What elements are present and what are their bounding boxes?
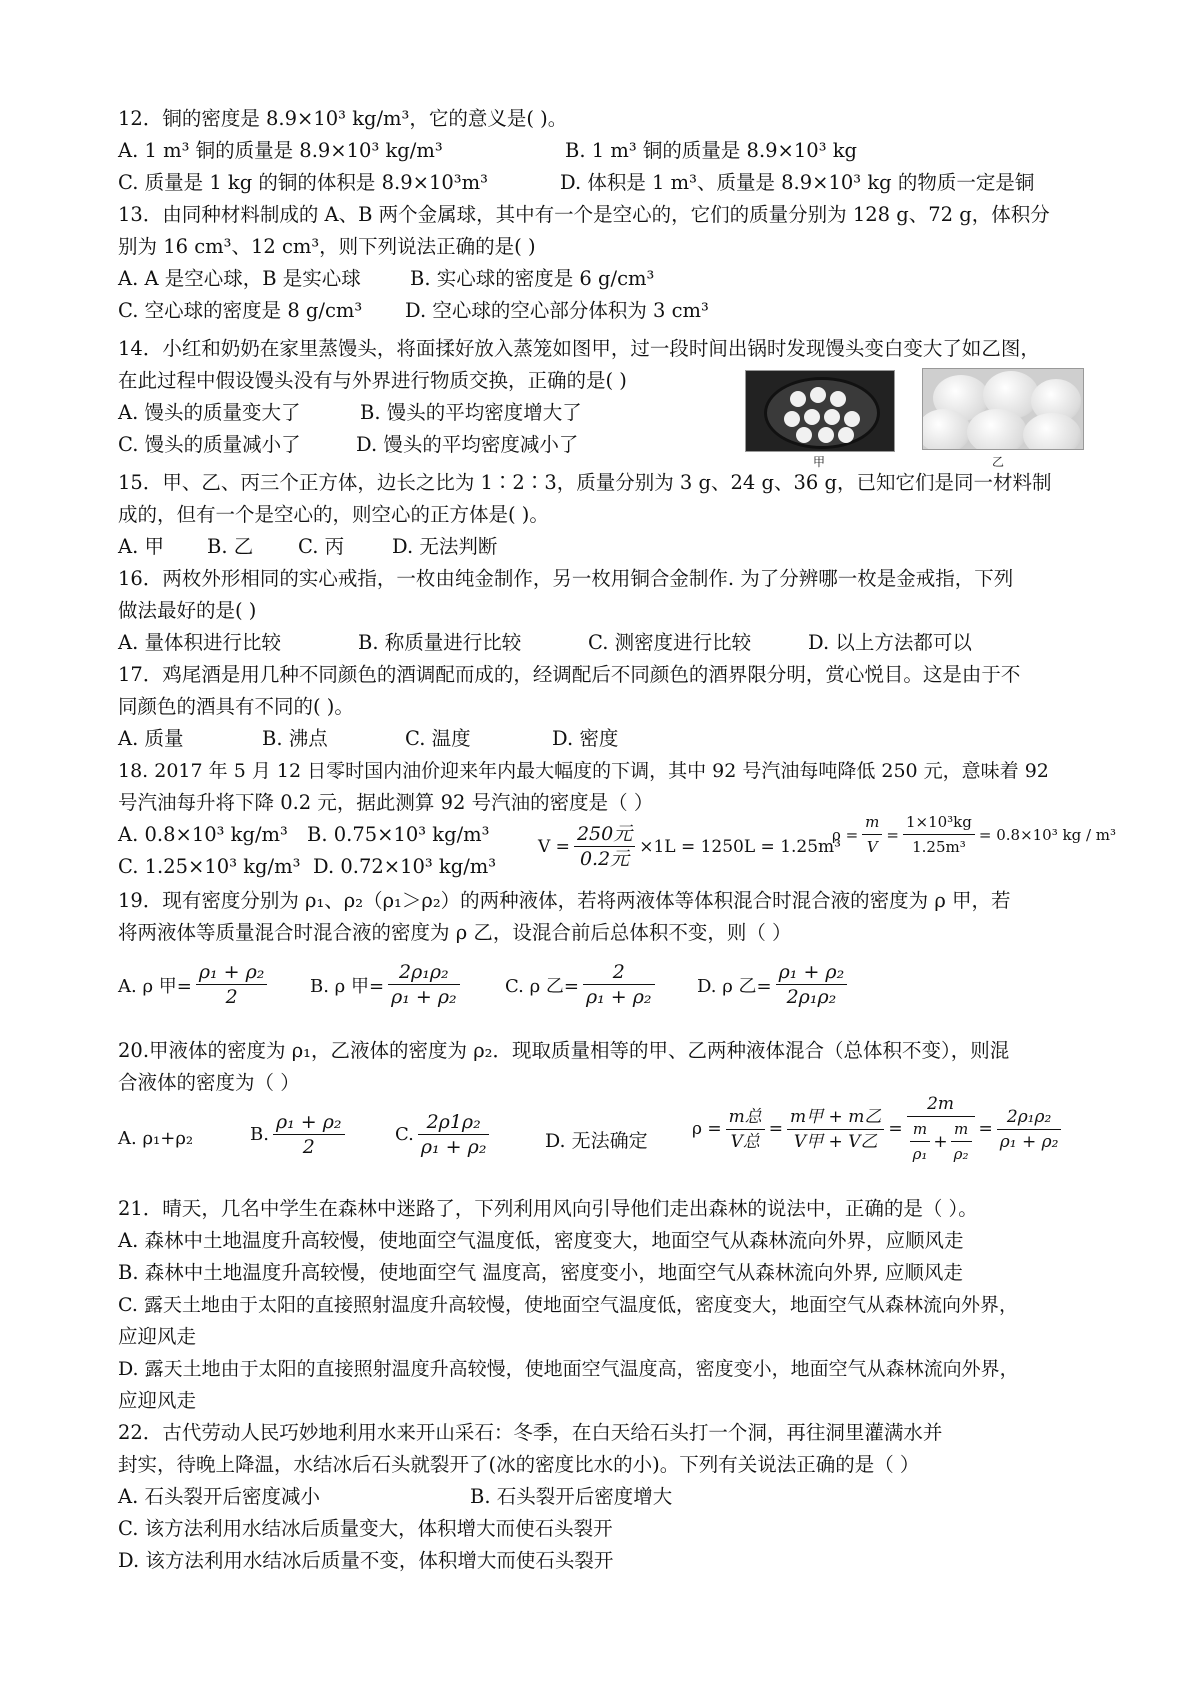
q18-option-a: A. 0.8×10³ kg/m³ [118,823,288,846]
fig-b-caption: 乙 [992,455,1005,469]
q19-option-a [118,960,267,1009]
q20-eq-f1 [726,1105,765,1154]
q21-option-c-line2: 应迎风走 [118,1325,197,1348]
q20-eq-f3-den-a-den: ρ₁ [912,1145,928,1163]
q19-c-num: 2 [583,960,655,985]
q13-option-a: A. A 是空心球，B 是实心球 [118,267,361,290]
q19-d-num: ρ₁ + ρ₂ [776,960,848,985]
q21-option-c-line1: C. 露天土地由于太阳的直接照射温度升高较慢，使地面空气温度低，密度变大，地面空气从森林流向外界， [118,1294,1018,1316]
q18-stem-line1: 18. 2017 年 5 月 12 日零时国内油价迎来年内最大幅度的下调，其中 92 号汽油每吨降低 250 元，意味着 92 [118,760,1049,782]
q12-option-c: C. 质量是 1 kg 的铜的体积是 8.9×10³m³ [118,171,488,194]
q20-stem-line1: 20.甲液体的密度为 ρ₁，乙液体的密度为 ρ₂．现取质量相等的甲、乙两种液体混合（总体积不变），则混 [118,1039,1010,1062]
q19-stem-line2: 将两液体等质量混合时混合液的密度为 ρ 乙，设混合前后总体积不变，则（ ） [118,921,792,944]
q14-stem-line2: 在此过程中假设馒头没有与外界进行物质交换，正确的是( ) [118,369,627,392]
q20-eq-f3-num: 2m [907,1092,975,1117]
q19-a-num: ρ₁ + ρ₂ [196,960,268,985]
q20-option-d: D. 无法确定 [545,1130,648,1152]
q19-b-fraction [388,960,460,1009]
q20-b-den: 2 [302,1136,315,1158]
eq2-rhs: = 0.8×10³ kg / m³ [978,825,1117,844]
q17-option-b: B. 沸点 [262,727,328,750]
q19-c-den: ρ₁ + ρ₂ [585,986,652,1008]
q17-stem-line2: 同颜色的酒具有不同的( )。 [118,695,354,718]
q20-c-num: 2ρ1ρ₂ [418,1110,490,1135]
q20-eq-f3-den [907,1117,975,1166]
steamer-photo [745,370,895,452]
q21-option-a: A. 森林中土地温度升高较慢，使地面空气温度低，密度变大，地面空气从森林流向外界，应顺风走 [118,1229,964,1252]
q14-option-a: A. 馒头的质量变大了 [118,401,301,424]
q14-option-b: B. 馒头的平均密度增大了 [360,401,582,424]
q16-option-d: D. 以上方法都可以 [808,631,972,654]
q20-b-label: B. [250,1124,269,1145]
q14-option-c: C. 馒头的质量减小了 [118,433,301,456]
q12-option-a: A. 1 m³ 铜的质量是 8.9×10³ kg/m³ [118,139,443,162]
q20-eq-f1-den: V总 [730,1131,760,1152]
q21-option-b: B. 森林中土地温度升高较慢，使地面空气 温度高，密度变小，地面空气从森林流向外界, 应顺风走 [118,1261,963,1284]
q19-b-den: ρ₁ + ρ₂ [391,986,457,1008]
eq1-den: 0.2元 [579,848,630,870]
q18-option-c: C. 1.25×10³ kg/m³ [118,855,301,878]
q19-b-label: B. ρ 甲= [310,975,385,997]
q20-eq-f4-num: 2ρ₁ρ₂ [997,1105,1062,1130]
q15-option-b: B. 乙 [207,535,254,558]
q19-c-label: C. ρ 乙= [505,975,579,997]
q15-option-c: C. 丙 [298,535,345,558]
q22-stem-line2: 封实，待晚上降温，水结冰后石头就裂开了(冰的密度比水的小)。下列有关说法正确的是（ ） [118,1453,920,1476]
eq2-lhs: ρ = [832,825,859,844]
q18-option-d: D. 0.72×10³ kg/m³ [313,855,497,878]
q22-option-a: A. 石头裂开后密度减小 [118,1485,320,1508]
q19-a-fraction [196,960,268,1009]
eq1-fraction [574,822,635,871]
q21-option-d-line1: D. 露天土地由于太阳的直接照射温度升高较慢，使地面空气温度高，密度变小，地面空气从森林流向外界， [118,1358,1019,1380]
eq2-fraction1 [862,810,882,859]
q20-eq-f4 [997,1105,1062,1154]
q20-eq-f3-den-b-den: ρ₂ [953,1145,969,1163]
q20-eq-f3-den-b-num: m [951,1117,972,1142]
q18-option-b: B. 0.75×10³ kg/m³ [307,823,490,846]
q20-eq-f3-plus: + [933,1131,948,1152]
q21-stem: 21．晴天，几名中学生在森林中迷路了，下列利用风向引导他们走出森林的说法中，正确的是（ ）。 [118,1197,978,1220]
q20-eq-f2 [787,1105,884,1154]
q15-option-d: D. 无法判断 [392,535,498,558]
q22-stem-line1: 22．古代劳动人民巧妙地利用水来开山采石：冬季，在白天给石头打一个洞，再往洞里灌满水并 [118,1421,943,1444]
q16-stem-line2: 做法最好的是( ) [118,599,257,622]
q16-option-c: C. 测密度进行比较 [588,631,752,654]
q12-stem: 12．铜的密度是 8.9×10³ kg/m³，它的意义是( )。 [118,107,568,130]
q13-option-b: B. 实心球的密度是 6 g/cm³ [410,267,655,290]
q20-eq-f1-num: m总 [726,1105,765,1130]
q20-solution-equation: ρ = $\frac{\text{m总}}{\text{V总}}$ = $\frac{\text{m甲 + m乙}}{\text{V甲 + V乙}}$ = 2m $\frac{m}{\text{ρ₁}}$ + $\frac{m}{\text{ρ₂}}$ = $\frac{\text{2ρ₁ρ₂}}{\text{ρ₁ + ρ₂}}$ [692,1092,1061,1166]
fig-a-caption: 甲 [813,455,826,469]
q13-stem-line1: 13．由同种材料制成的 A、B 两个金属球，其中有一个是空心的，它们的质量分别为 128 g、72 g，体积分 [118,203,1050,226]
q14-stem-line1: 14．小红和奶奶在家里蒸馒头，将面揉好放入蒸笼如图甲，过一段时间出锅时发现馒头变白变大了如乙图， [118,337,1040,360]
q18-stem-line2: 号汽油每升将下降 0.2 元，据此测算 92 号汽油的密度是（ ） [118,791,654,814]
buns-photo [922,368,1084,450]
eq1-num: 250元 [574,822,635,847]
eq2-num1: m [862,810,882,835]
q19-c-fraction [583,960,655,1009]
q22-option-b: B. 石头裂开后密度增大 [470,1485,673,1508]
q22-option-d: D. 该方法利用水结冰后质量不变，体积增大而使石头裂开 [118,1549,614,1572]
q19-d-fraction [776,960,848,1009]
q14-option-d: D. 馒头的平均密度减小了 [356,433,579,456]
q20-eq-f2-num: m甲 + m乙 [787,1105,884,1130]
eq1-rhs: ×1L = 1250L = 1.25m³ [639,836,841,857]
q18-density-equation: ρ = $\frac{m}{V}$ = $\frac{\text{1×10³kg}}{\text{1.25m³}}$ = 0.8×10³ kg / m³ [832,810,1116,859]
q16-option-b: B. 称质量进行比较 [358,631,522,654]
eq2-den1: V [866,838,878,856]
q19-stem-line1: 19．现有密度分别为 ρ₁、ρ₂（ρ₁＞ρ₂）的两种液体，若将两液体等体积混合时混合液的密度为 ρ 甲，若 [118,889,1011,912]
q15-stem-line1: 15．甲、乙、丙三个正方体，边长之比为 1∶2∶3，质量分别为 3 g、24 g、36 g，已知它们是同一材料制 [118,471,1052,494]
q17-stem-line1: 17．鸡尾酒是用几种不同颜色的酒调配而成的，经调配后不同颜色的酒界限分明，赏心悦目。这是由于不 [118,663,1021,686]
q20-stem-line2: 合液体的密度为（ ） [118,1071,300,1094]
q19-option-d [697,960,847,1009]
q15-stem-line2: 成的，但有一个是空心的，则空心的正方体是( )。 [118,503,549,526]
q19-a-label: A. ρ 甲= [118,975,192,997]
q22-option-c: C. 该方法利用水结冰后质量变大，体积增大而使石头裂开 [118,1517,613,1540]
q19-option-c [505,960,655,1009]
q20-b-num: ρ₁ + ρ₂ [273,1110,345,1135]
q17-option-a: A. 质量 [118,727,184,750]
q20-b-fraction [273,1110,345,1159]
q19-d-label: D. ρ 乙= [697,975,772,997]
q13-option-d: D. 空心球的空心部分体积为 3 cm³ [405,299,709,322]
q18-volume-equation [538,822,841,871]
q20-option-a: A. ρ₁+ρ₂ [118,1128,194,1149]
q19-b-num: 2ρ₁ρ₂ [388,960,460,985]
q20-option-b [250,1110,345,1159]
q20-c-den: ρ₁ + ρ₂ [420,1136,487,1158]
q17-option-c: C. 温度 [405,727,471,750]
q13-stem-line2: 别为 16 cm³、12 cm³，则下列说法正确的是( ) [118,235,536,258]
q19-option-b [310,960,460,1009]
q19-d-den: 2ρ₁ρ₂ [786,986,837,1008]
q12-option-b: B. 1 m³ 铜的质量是 8.9×10³ kg [565,139,858,162]
q20-eq-f3 [907,1092,975,1166]
q16-stem-line1: 16．两枚外形相同的实心戒指，一枚由纯金制作，另一枚用铜合金制作. 为了分辨哪一枚是金戒指，下列 [118,567,1014,590]
q21-option-d-line2: 应迎风走 [118,1389,197,1412]
q20-c-fraction [418,1110,490,1159]
q15-option-a: A. 甲 [118,535,164,558]
eq2-num2: 1×10³kg [903,810,975,835]
q19-a-den: 2 [225,986,238,1008]
q17-option-d: D. 密度 [552,727,619,750]
q20-c-label: C. [395,1124,414,1145]
q20-eq-f3-den-a-num: m [910,1117,931,1142]
q20-eq-f4-den: ρ₁ + ρ₂ [999,1131,1059,1152]
eq2-fraction2 [903,810,975,859]
eq2-den2: 1.25m³ [912,838,966,856]
q20-option-c [395,1110,489,1159]
q16-option-a: A. 量体积进行比较 [118,631,281,654]
q20-eq-lhs: ρ = [692,1119,722,1139]
q13-option-c: C. 空心球的密度是 8 g/cm³ [118,299,363,322]
q12-option-d: D. 体积是 1 m³、质量是 8.9×10³ kg 的物质一定是铜 [560,171,1035,194]
q20-eq-f2-den: V甲 + V乙 [793,1131,878,1152]
eq1-lhs: V = [538,836,570,857]
